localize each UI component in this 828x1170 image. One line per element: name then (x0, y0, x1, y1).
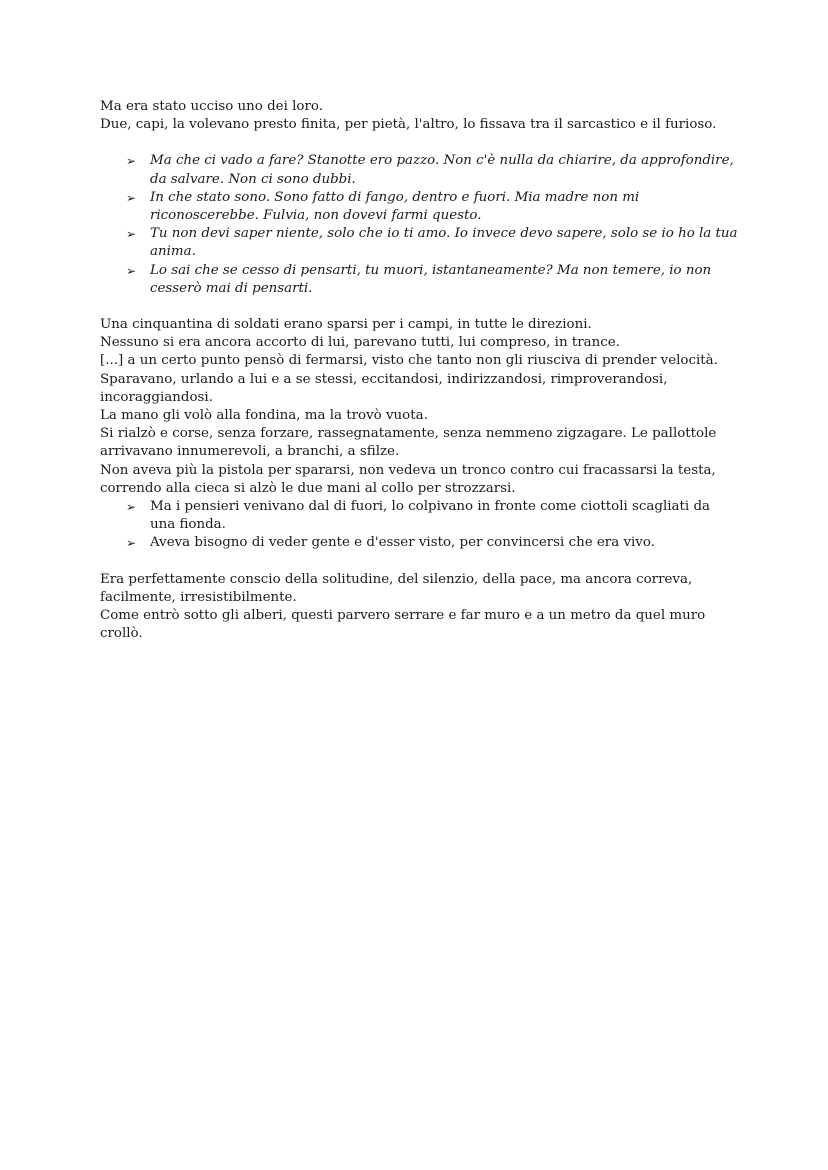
bullet-list-narration (100, 498, 738, 553)
paragraph-line: Si rialzò e corse, senza forzare, rassegnatamente, senza nemmeno zigzagare. Le pallottole arrivavano innumerevoli, a branchi, a sfilze. (100, 426, 717, 460)
paragraph-line: Non aveva più la pistola per spararsi, non vedeva un tronco contro cui fracassarsi la testa, correndo alla cieca si alzò le due mani al collo per strozzarsi. (100, 462, 716, 496)
paragraph-line: Nessuno si era ancora accorto di lui, parevano tutti, lui compreso, in trance. (100, 335, 620, 351)
arrow-bullet-icon: ➢ (126, 227, 137, 242)
list-item (100, 262, 738, 298)
list-item (100, 534, 738, 552)
arrow-bullet-icon: ➢ (126, 500, 137, 515)
list-item-text: Tu non devi saper niente, solo che io ti amo. Io invece devo sapere, solo se io ho la tua anima. (150, 226, 738, 260)
spacer (100, 298, 738, 316)
list-item (100, 225, 738, 261)
list-item-text: Ma che ci vado a fare? Stanotte ero pazzo. Non c'è nulla da chiarire, da approfondire, da salvare. Non ci sono dubbi. (150, 153, 734, 187)
paragraph-line: Era perfettamente conscio della solitudine, del silenzio, della pace, ma ancora correva, facilmente, irresistibilmente. (100, 571, 693, 605)
paragraph-line: Ma era stato ucciso uno dei loro. (100, 99, 323, 114)
paragraph-line: Due, capi, la volevano presto finita, per pietà, l'altro, lo fissava tra il sarcastico e il furioso. (100, 117, 717, 133)
arrow-bullet-icon: ➢ (126, 263, 137, 278)
list-item-text: Lo sai che se cesso di pensarti, tu muori, istantaneamente? Ma non temere, io non cesserò mai di pensarti. (150, 262, 712, 296)
arrow-bullet-icon: ➢ (126, 536, 137, 551)
arrow-bullet-icon: ➢ (126, 154, 137, 169)
paragraph-line: La mano gli volò alla fondina, ma la trovò vuota. (100, 408, 428, 424)
list-item (100, 498, 738, 534)
list-item-text: In che stato sono. Sono fatto di fango, dentro e fuori. Mia madre non mi riconoscerebbe. Fulvia, non dovevi farmi questo. (150, 189, 640, 224)
paragraph-line: Sparavano, urlando a lui e a se stessi, eccitandosi, indirizzandosi, rimproverandosi, incoraggiandosi. (100, 371, 668, 405)
spacer (100, 553, 738, 571)
list-item-text: Ma i pensieri venivano dal di fuori, lo colpivano in fronte come ciottoli scagliati da una fionda. (150, 499, 711, 533)
paragraph-line: Come entrò sotto gli alberi, questi parvero serrare e far muro e a un metro da quel muro crollò. (100, 608, 706, 642)
list-item-text: Aveva bisogno di veder gente e d'esser visto, per convincersi che era vivo. (150, 535, 655, 551)
list-item (100, 152, 738, 188)
paragraph-line: Una cinquantina di soldati erano sparsi per i campi, in tutte le direzioni. (100, 317, 592, 333)
paragraph-line: [...] a un certo punto pensò di fermarsi, visto che tanto non gli riusciva di prender velocità. (100, 353, 718, 369)
list-item (100, 189, 738, 225)
arrow-bullet-icon: ➢ (126, 190, 137, 205)
spacer (100, 134, 738, 152)
bullet-list-thoughts (100, 152, 738, 298)
